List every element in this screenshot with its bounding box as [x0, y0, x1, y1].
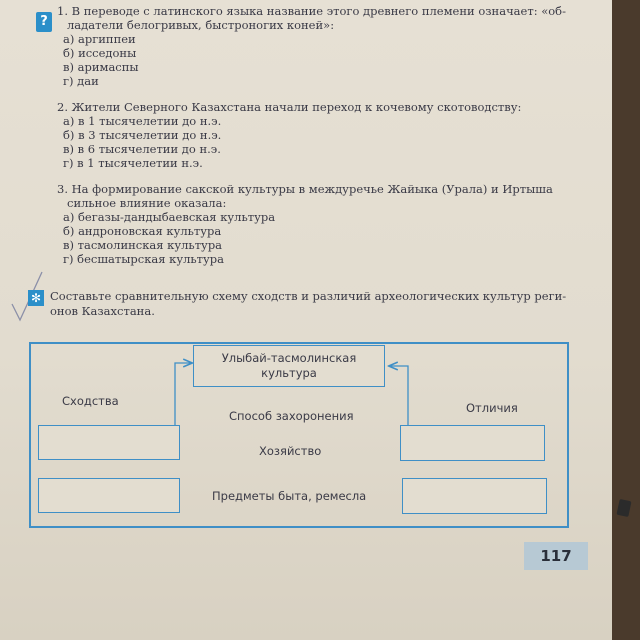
task-line: Составьте сравнительную схему сходств и различий археологических культур реги-	[50, 289, 567, 303]
answer-option: б) андроновская культура	[63, 224, 222, 238]
answer-option: г) в 1 тысячелетии н.э.	[63, 156, 203, 170]
answer-option: в) аримаспы	[63, 60, 139, 74]
question-icon: ?	[36, 12, 52, 32]
question-text: 3. На формирование сакской культуры в междуречье Жайыка (Урала) и Иртыша	[57, 182, 553, 196]
difference-field[interactable]	[400, 425, 545, 461]
differences-label: Отличия	[466, 401, 518, 415]
answer-option: б) исседоны	[63, 46, 137, 60]
answer-option: в) тасмолинская культура	[63, 238, 223, 252]
row-label: Хозяйство	[259, 444, 322, 458]
answer-option: б) в 3 тысячелетии до н.э.	[63, 128, 222, 142]
answer-option: а) аргиппеи	[63, 32, 136, 46]
question-text: 1. В переводе с латинского языка название этого древнего племени означает: «об-	[57, 4, 566, 18]
culture-title	[194, 346, 384, 381]
culture-box	[193, 345, 385, 387]
task-line: онов Казахстана.	[50, 304, 155, 318]
similarity-field[interactable]	[38, 478, 180, 513]
answer-option: в) в 6 тысячелетии до н.э.	[63, 142, 221, 156]
answer-option: а) в 1 тысячелетии до н.э.	[63, 114, 222, 128]
question-text: ладатели белогривых, быстроногих коней»:	[67, 18, 335, 32]
similarities-label: Сходства	[62, 394, 119, 408]
culture-title-line: Улыбай-тасмолинская	[221, 351, 357, 365]
row-label: Способ захоронения	[229, 409, 354, 423]
question-text: сильное влияние оказала:	[67, 196, 227, 210]
culture-title-line: культура	[261, 366, 317, 380]
answer-option: а) бегазы-дандыбаевская культура	[63, 210, 276, 224]
row-label: Предметы быта, ремесла	[212, 489, 367, 503]
question-text: 2. Жители Северного Казахстана начали переход к кочевому скотоводству:	[57, 100, 522, 114]
page-number: 117	[524, 542, 588, 570]
task-icon: ✻	[28, 290, 44, 306]
answer-option: г) даи	[63, 74, 99, 88]
right-arrow	[390, 366, 408, 425]
pen-tip	[616, 499, 631, 517]
similarity-field[interactable]	[38, 425, 180, 460]
answer-option: г) бесшатырская культура	[63, 252, 225, 266]
difference-field[interactable]	[402, 478, 547, 514]
left-arrow	[175, 363, 191, 425]
